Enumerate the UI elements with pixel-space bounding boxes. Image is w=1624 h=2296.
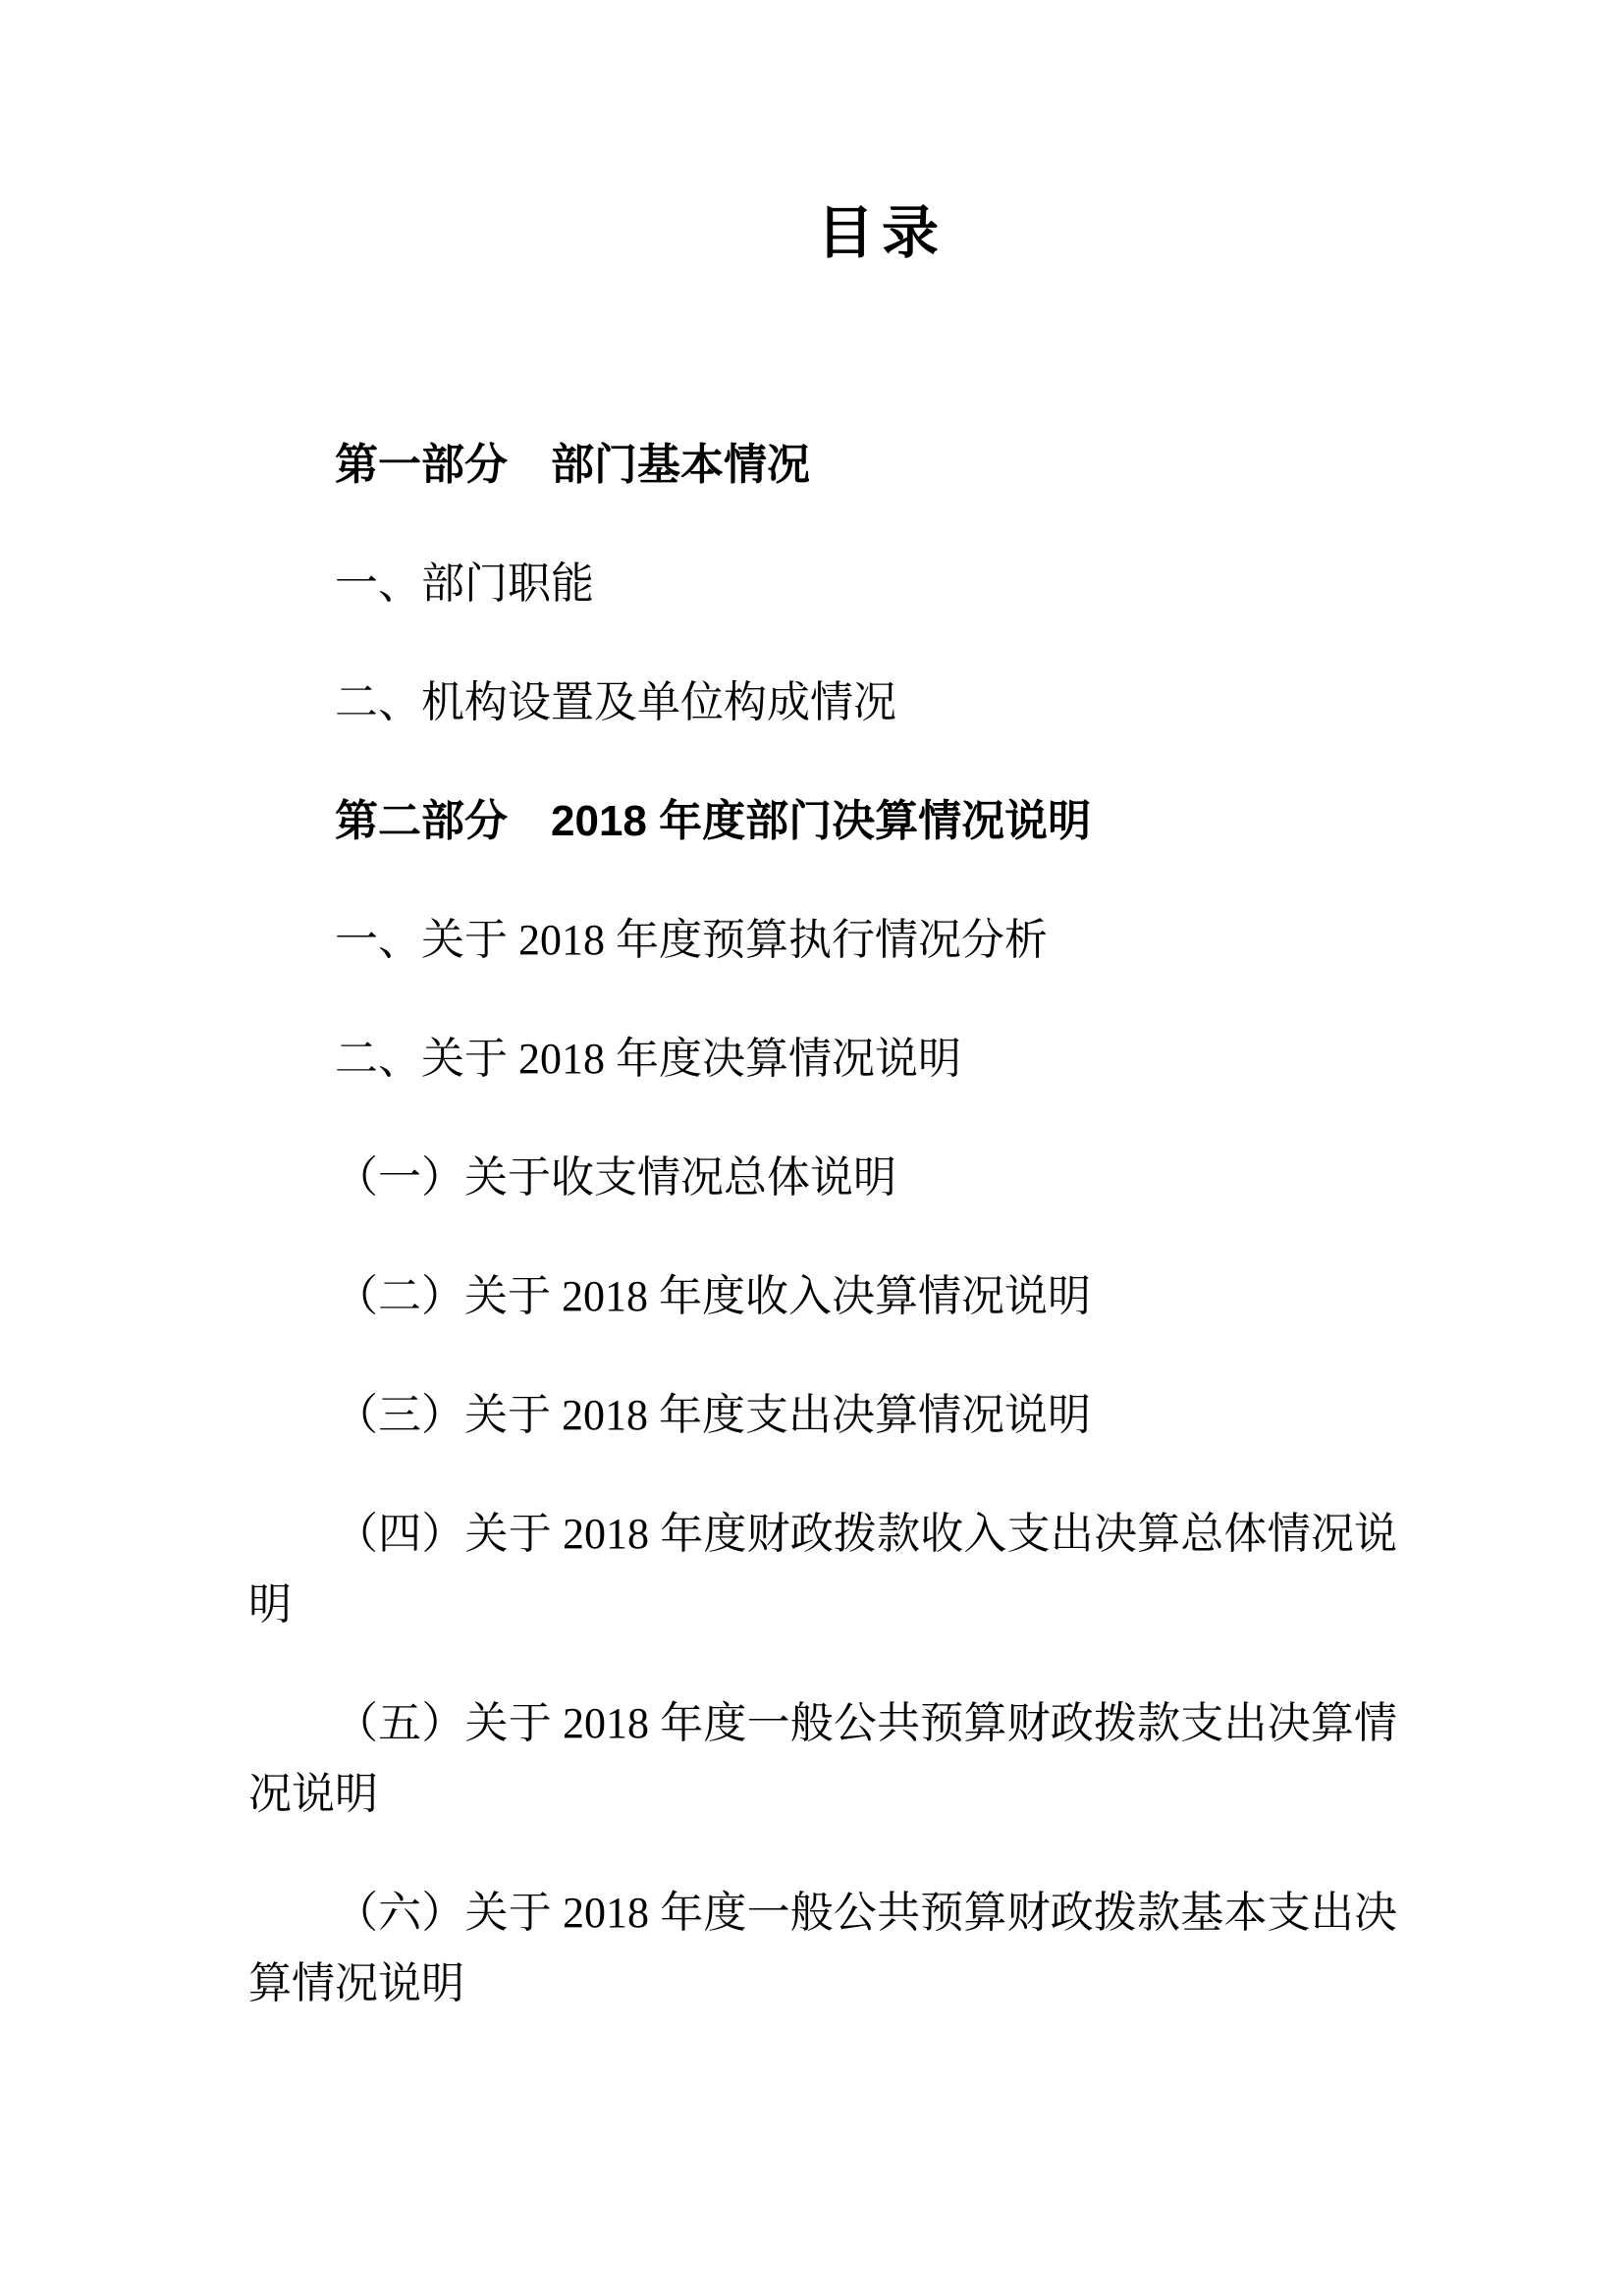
toc-entry: （一）关于收支情况总体说明 bbox=[335, 1153, 896, 1201]
toc-entry: （五）关于 2018 年度一般公共预算财政拨款支出决算情况说明 bbox=[248, 1699, 1397, 1818]
toc-entry: 一、部门职能 bbox=[335, 560, 594, 608]
toc-part-heading-1: 第一部分 部门基本情况 bbox=[335, 441, 810, 489]
toc-part-heading-2: 第二部分 2018 年度部门决算情况说明 bbox=[335, 797, 1092, 845]
page-title: 目录 bbox=[816, 201, 947, 265]
toc-content bbox=[248, 0, 1397, 2067]
toc-entry: （二）关于 2018 年度收入决算情况说明 bbox=[335, 1272, 1091, 1320]
toc-entry: 一、关于 2018 年度预算执行情况分析 bbox=[335, 916, 1048, 964]
toc-entry: （四）关于 2018 年度财政拨款收入支出决算总体情况说明 bbox=[248, 1510, 1397, 1629]
toc-entry: （三）关于 2018 年度支出决算情况说明 bbox=[335, 1391, 1091, 1439]
toc-entry: 二、机构设置及单位构成情况 bbox=[335, 678, 896, 726]
toc-entry: （六）关于 2018 年度一般公共预算财政拨款基本支出决算情况说明 bbox=[248, 1889, 1397, 2007]
toc-entry: 二、关于 2018 年度决算情况说明 bbox=[335, 1035, 961, 1083]
